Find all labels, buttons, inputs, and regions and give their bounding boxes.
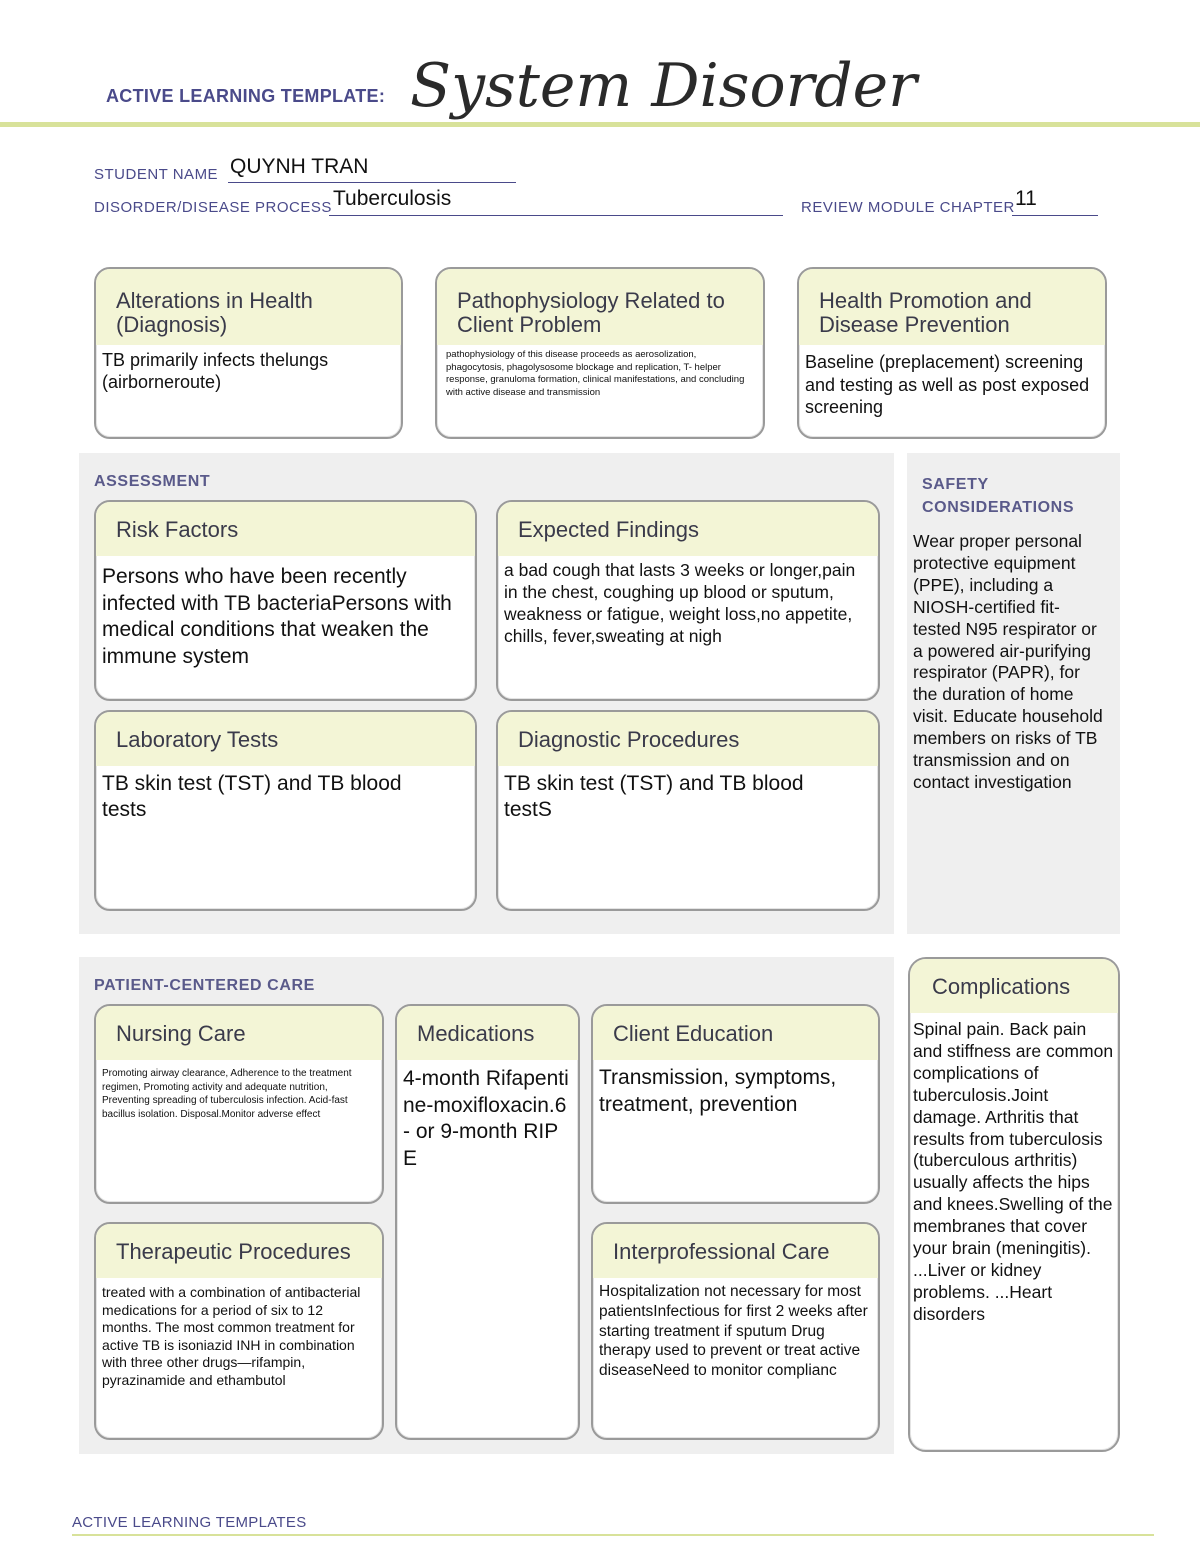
alterations-title: Alterations in Health (Diagnosis) [96, 269, 401, 345]
laboratory-tests-card [94, 710, 477, 911]
client-education-title: Client Education [593, 1006, 878, 1060]
risk-factors-card [94, 500, 477, 701]
student-name-field[interactable]: QUYNH TRAN [230, 155, 369, 178]
chapter-label: REVIEW MODULE CHAPTER [801, 199, 1015, 216]
interprofessional-care-card [591, 1222, 880, 1440]
expected-findings-card [496, 500, 880, 701]
disorder-label: DISORDER/DISEASE PROCESS [94, 199, 332, 216]
student-name-underline [228, 182, 516, 183]
pathophysiology-card [435, 267, 765, 439]
client-education-card [591, 1004, 880, 1204]
pathophysiology-title: Pathophysiology Related to Client Problem [437, 269, 763, 345]
disorder-underline [329, 215, 783, 216]
alterations-card [94, 267, 403, 439]
safety-body[interactable]: Wear proper personal protective equipment (PPE), including a NIOSH-certified fit-tested N95 respirator or a powered air-purifying respirator (PAPR), for the duration of home visit. Educate household members on risks of TB transmission and on contact investigation [913, 531, 1103, 792]
risk-factors-body[interactable]: Persons who have been recently infected with TB bacteriaPersons with medical conditions that weaken the immune system [102, 565, 452, 668]
diagnostic-procedures-title: Diagnostic Procedures [498, 712, 878, 766]
nursing-care-card [94, 1004, 384, 1204]
footer-label: ACTIVE LEARNING TEMPLATES [72, 1514, 307, 1531]
alterations-body[interactable]: TB primarily infects thelungs (airborneroute) [102, 350, 329, 392]
health-promotion-body[interactable]: Baseline (preplacement) screening and testing as well as post exposed screening [805, 352, 1090, 417]
medications-body[interactable]: 4-month Rifapentine-moxifloxacin.6- or 9-month RIPE [403, 1067, 569, 1170]
template-label: ACTIVE LEARNING TEMPLATE: [106, 86, 386, 106]
client-education-body[interactable]: Transmission, symptoms, treatment, prevention [599, 1066, 837, 1116]
safety-title: SAFETY CONSIDERATIONS [922, 476, 1075, 516]
disorder-field[interactable]: Tuberculosis [333, 187, 452, 210]
medications-card [395, 1004, 580, 1440]
health-promotion-title: Health Promotion and Disease Prevention [799, 269, 1105, 345]
therapeutic-procedures-title: Therapeutic Procedures [96, 1224, 382, 1278]
chapter-field[interactable]: 11 [1015, 187, 1037, 210]
patient-care-title: PATIENT-CENTERED CARE [94, 977, 315, 994]
page-title: System Disorder [410, 51, 917, 121]
medications-title: Medications [397, 1006, 578, 1060]
therapeutic-procedures-body[interactable]: treated with a combination of antibacterial medications for a period of six to 12 months. The most common treatment for active TB is isoniazid INH in combination with three other drugs—rifampin, pyrazinamide and ethambutol [102, 1284, 361, 1388]
expected-findings-body[interactable]: a bad cough that lasts 3 weeks or longer,pain in the chest, coughing up blood or sputum, weakness or fatigue, weight loss,no appetite, chills, fever,sweating at nigh [504, 560, 856, 646]
student-name-label: STUDENT NAME [94, 166, 219, 183]
nursing-care-title: Nursing Care [96, 1006, 382, 1060]
nursing-care-body[interactable]: Promoting airway clearance, Adherence to the treatment regimen, Promoting activity and adequate nutrition, Preventing spreading of tuberculosis infection. Acid-fast bacillus isolation. Disposal.Monitor adverse effect [102, 1068, 352, 1120]
header-divider [0, 122, 1200, 127]
diagnostic-procedures-body[interactable]: TB skin test (TST) and TB blood testS [504, 772, 804, 821]
chapter-underline [1012, 215, 1098, 216]
complications-card [908, 957, 1120, 1452]
assessment-title: ASSESSMENT [94, 473, 211, 490]
interprofessional-care-title: Interprofessional Care [593, 1224, 878, 1278]
laboratory-tests-title: Laboratory Tests [96, 712, 475, 766]
interprofessional-care-body[interactable]: Hospitalization not necessary for most patientsInfectious for first 2 weeks after starting treatment if sputum Drug therapy used to prevent or treat active diseaseNeed to monitor complianc [599, 1283, 868, 1380]
footer-divider [72, 1534, 1154, 1536]
pathophysiology-body[interactable]: pathophysiology of this disease proceeds as aerosolization, phagocytosis, phagolysosome blockage and replication, T- helper response, granuloma formation, clinical manifestations, and concluding with active disease and transmission [446, 349, 745, 398]
complications-body[interactable]: Spinal pain. Back pain and stiffness are common complications of tuberculosis.Joint damage. Arthritis that results from tuberculosis (tuberculous arthritis) usually affects the hips and knees.Swelling of the membranes that cover your brain (meningitis). ...Liver or kidney problems. ...Heart disorders [913, 1019, 1114, 1324]
diagnostic-procedures-card [496, 710, 880, 911]
expected-findings-title: Expected Findings [498, 502, 878, 556]
therapeutic-procedures-card [94, 1222, 384, 1440]
complications-title: Complications [910, 959, 1118, 1013]
health-promotion-card [797, 267, 1107, 439]
risk-factors-title: Risk Factors [96, 502, 475, 556]
laboratory-tests-body[interactable]: TB skin test (TST) and TB blood tests [102, 772, 402, 821]
